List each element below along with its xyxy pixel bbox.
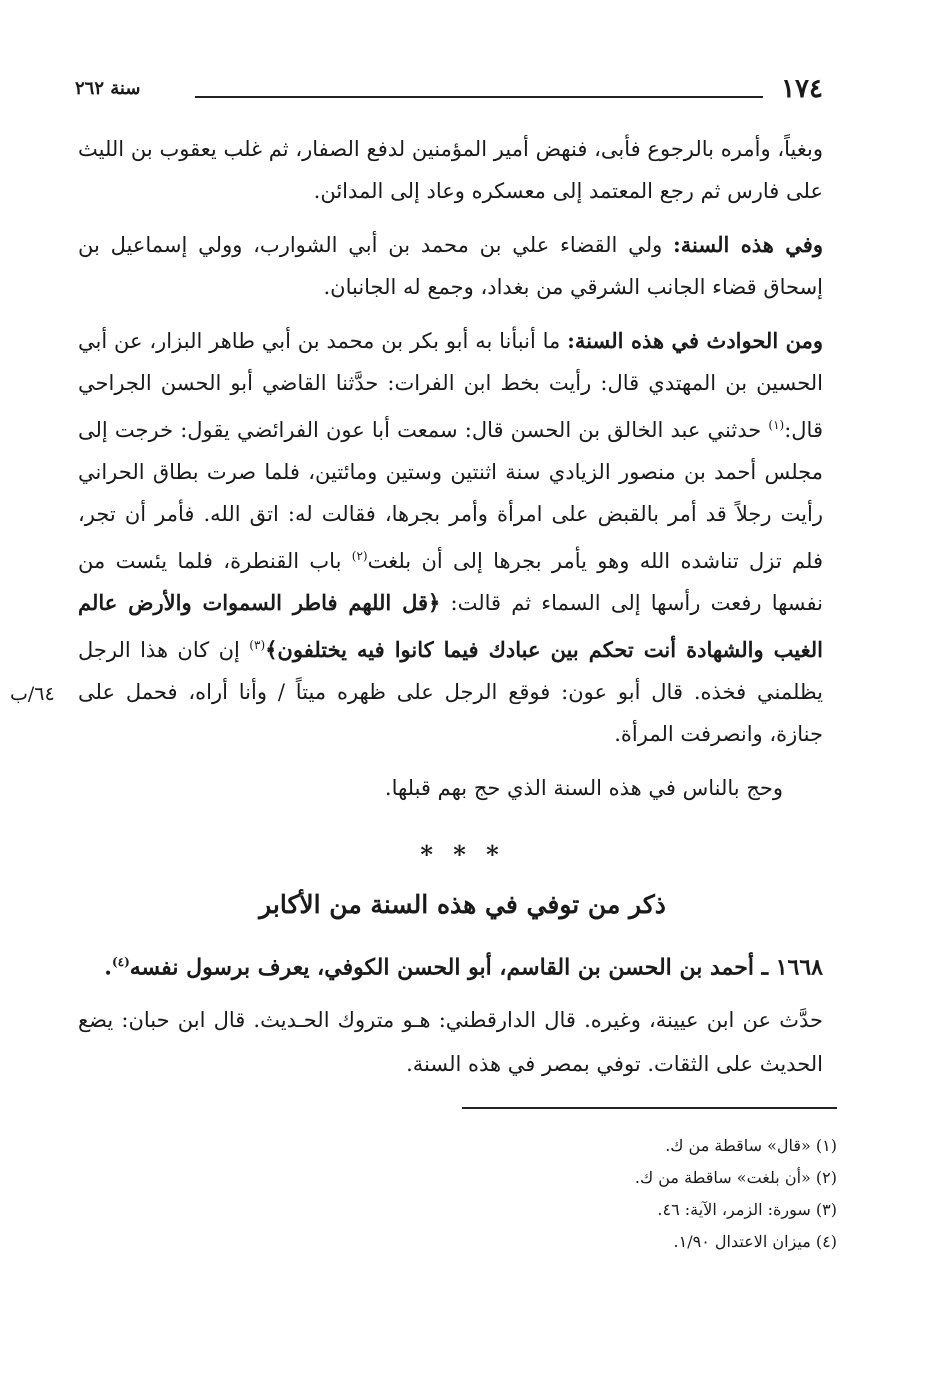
manuscript-margin-note: ٦٤/ب	[10, 683, 55, 705]
footnote-ref-1: (١)	[768, 418, 785, 432]
paragraph-2-lead: وفي هذه السنة:	[673, 232, 823, 257]
paragraph-3	[78, 320, 823, 755]
footnote-rule	[462, 1107, 837, 1109]
header-rule	[195, 96, 763, 98]
footnote-3: (٣) سورة: الزمر، الآية: ٤٦.	[657, 1200, 837, 1219]
entry-title-text: ١٦٦٨ ـ أحمد بن الحسن بن القاسم، أبو الحسن الكوفي، يعرف برسول نفسه	[129, 954, 823, 981]
paragraph-3-text-c: باب القنطرة، فلما يئست من نفسها رفعت رأسها إلى السماء ثم قالت:	[78, 549, 823, 615]
paragraph-3-lead: ومن الحوادث في هذه السنة:	[567, 328, 824, 353]
paragraph-3-text-b: حدثني عبد الخالق بن الحسن قال: سمعت أبا عون الفرائضي يقول: خرجت إلى مجلس أحمد بن منصور الزيادي سنة اثنتين وستين ومائتين، فلما صرت بطاق الحراني رأيت رجلاً قد أمر بالقبض على امرأة وأمر بجرها، فقالت له: اتق الله. فأمر أن تجر، فلم تزل تناشده الله وهو يأمر بجرها إلى أن بلغت	[78, 418, 823, 573]
footnote-1: (١) «قال» ساقطة من ك.	[665, 1136, 837, 1155]
paragraph-3-text-a: ما أنبأنا به أبو بكر بن محمد بن أبي طاهر البزار، عن أبي الحسين بن المهتدي قال: رأيت بخط ابن الفرات: حدَّثنا القاضي أبو الحسن الجراحي قال:	[78, 329, 823, 442]
entry-title: ١٦٦٨ ـ أحمد بن الحسن بن القاسم، أبو الحسن الكوفي، يعرف برسول نفسه$^{(٤)}$.	[104, 954, 823, 981]
section-separator: * * *	[420, 840, 505, 869]
paragraph-2	[78, 224, 823, 308]
footnote-4: (٤) ميزان الاعتدال ١/٩٠.	[673, 1232, 837, 1251]
paragraph-1: وبغياً، وأمره بالرجوع فأبى، فنهض أمير المؤمنين لدفع الصفار، ثم غلب يعقوب بن الليث على فارس ثم رجع المعتمد إلى معسكره وعاد إلى المدائن.	[78, 137, 823, 203]
paragraph-3-text-d: إن كان هذا الرجل يظلمني فخذه. قال أبو عون: فوقع الرجل على ظهره ميتاً / وأنا أراه، فحمل على جنازة، وانصرفت المرأة.	[78, 638, 823, 746]
footnote-ref-4: (٤)	[111, 955, 130, 969]
entry-body: حدَّث عن ابن عيينة، وغيره. قال الدارقطني: هـو متروك الحـديث. قال ابن حبان: يضع الحديث على الثقات. توفي بمصر في هذه السنة.	[78, 1008, 823, 1076]
year-label: سنة ٢٦٢	[75, 78, 141, 99]
footnotes	[97, 1130, 837, 1258]
main-text	[78, 128, 823, 821]
footnote-ref-2: (٢)	[351, 549, 368, 563]
page-header	[75, 74, 823, 104]
paragraph-4: وحج بالناس في هذه السنة الذي حج بهم قبلها.	[384, 776, 783, 800]
paragraph-2-text: ولي القضاء علي بن محمد بن أبي الشوارب، وولي إسماعيل بن إسحاق قضاء الجانب الشرقي من بغداد، وجمع له الجانبان.	[78, 233, 823, 299]
quran-quote: ﴿قل اللهم فاطر السموات والأرض عالم الغيب والشهادة أنت تحكم بين عبادك فيما كانوا فيه يختلفون﴾	[78, 590, 823, 662]
footnote-ref-3: (٣)	[249, 638, 266, 652]
page-number: ١٧٤	[781, 74, 823, 104]
footnote-2: (٢) «أن بلغت» ساقطة من ك.	[634, 1168, 837, 1187]
section-title: ذكر من توفي في هذه السنة من الأكابر	[259, 890, 666, 919]
